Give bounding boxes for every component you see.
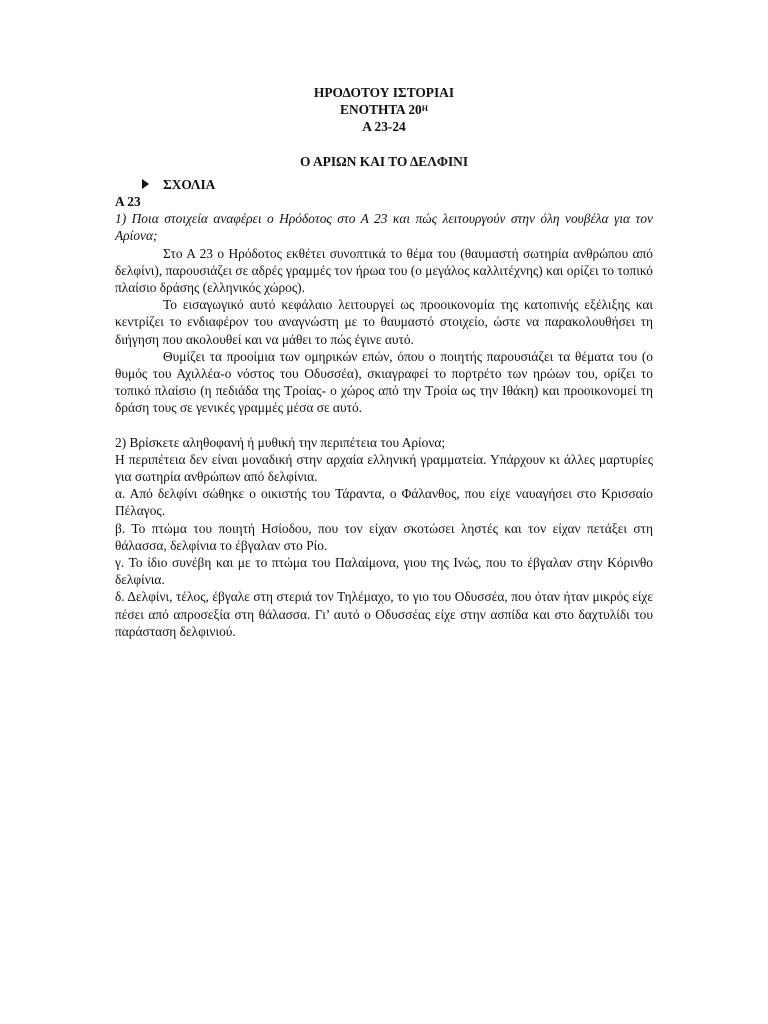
document-subtitle: Ο ΑΡΙΩΝ ΚΑΙ ΤΟ ΔΕΛΦΙΝΙ [299,153,469,169]
title-line-2-sup: Η [421,104,428,114]
answer-2-intro: Η περιπέτεια δεν είναι μοναδική στην αρχαία ελληνική γραμματεία. Υπάρχουν κι άλλες μαρτυρίες για σωτηρία ανθρώπων από δελφίνια. [115,451,653,485]
answer-1-paragraph-1: Στο Α 23 ο Ηρόδοτος εκθέτει συνοπτικά το θέμα του (θαυμαστή σωτηρία ανθρώπου από δελφίνι), παρουσιάζει σε αδρές γραμμές τον ήρωα του (ο μεγάλος καλλιτέχνης) και ορίζει το τοπικό πλαίσιο δράσης (ελληνικός χώρος). [115,245,653,296]
question-1: 1) Ποια στοιχεία αναφέρει ο Ηρόδοτος στο Α 23 και πώς λειτουργούν στην όλη νουβέλα για τον Αρίονα; [115,211,653,244]
answer-2-item-b: β. Το πτώμα του ποιητή Ησίοδου, που τον είχαν σκοτώσει ληστές και τον είχαν πετάξει στη θάλασσα, δελφίνια το έβγαλαν στο Ρίο. [115,520,653,553]
answer-2-item-d: δ. Δελφίνι, τέλος, έβγαλε στη στεριά τον Τηλέμαχο, το γιο του Οδυσσέα, που όταν ήταν μικρός είχε πέσει από απροσεξία στη θάλασσα. Γι’ αυτό ο Οδυσσέας είχε στην ασπίδα και στο δαχτυλίδι του παράσταση δελφινιού. [115,589,653,639]
title-line-2 [115,101,653,118]
question-2: 2) Βρίσκετε αληθοφανή ή μυθική την περιπέτεια του Αρίονα; [115,434,446,450]
document-page [115,84,653,640]
section-label: ΣΧΟΛΙΑ [163,176,216,192]
answer-1-paragraph-2: Το εισαγωγικό αυτό κεφάλαιο λειτουργεί ως προοικονομία της κατοπινής εξέλιξης και κεντρίζει το ενδιαφέρον του αναγνώστη με το θαυμαστό στοιχείο, ώστε να παρακολουθήσει τη διήγηση που ακολουθεί και να μάθει το πώς έγινε αυτό. [115,297,653,347]
arrow-bullet-icon [142,179,149,189]
section-heading [142,176,653,193]
paragraph-gap [115,417,653,434]
title-line-1: ΗΡΟΔΟΤΟΥ ΙΣΤΟΡΙΑΙ [313,85,455,100]
answer-2-item-c: γ. Το ίδιο συνέβη και με το πτώμα του Παλαίμονα, γιου της Ινώς, που το έβγαλαν στην Κόρινθο δελφίνια. [115,555,653,588]
title-line-3: Α 23-24 [362,119,406,135]
title-line-2-main: ΕΝΟΤΗΤΑ 20 [340,102,422,118]
chapter-heading: Α 23 [115,194,141,210]
answer-1-paragraph-3: Θυμίζει τα προοίμια των ομηρικών επών, όπου ο ποιητής παρουσιάζει τα θέματα του (ο θυμός του Αχιλλέα-ο νόστος του Οδυσσέα), σκιαγραφεί το πορτρέτο των ηρώων του, ορίζει το τοπικό πλαίσιο (η πεδιάδα της Τροίας- ο χώρος από την Τροία ως την Ιθάκη) και προοικονομεί τη δράση τους σε γενικές γραμμές μέσα σε αυτό. [115,348,653,416]
answer-2-item-a: α. Από δελφίνι σώθηκε ο οικιστής του Τάραντα, ο Φάλανθος, που είχε ναυαγήσει στο Κρισσαίο Πέλαγος. [115,486,653,519]
title-block [115,84,653,136]
